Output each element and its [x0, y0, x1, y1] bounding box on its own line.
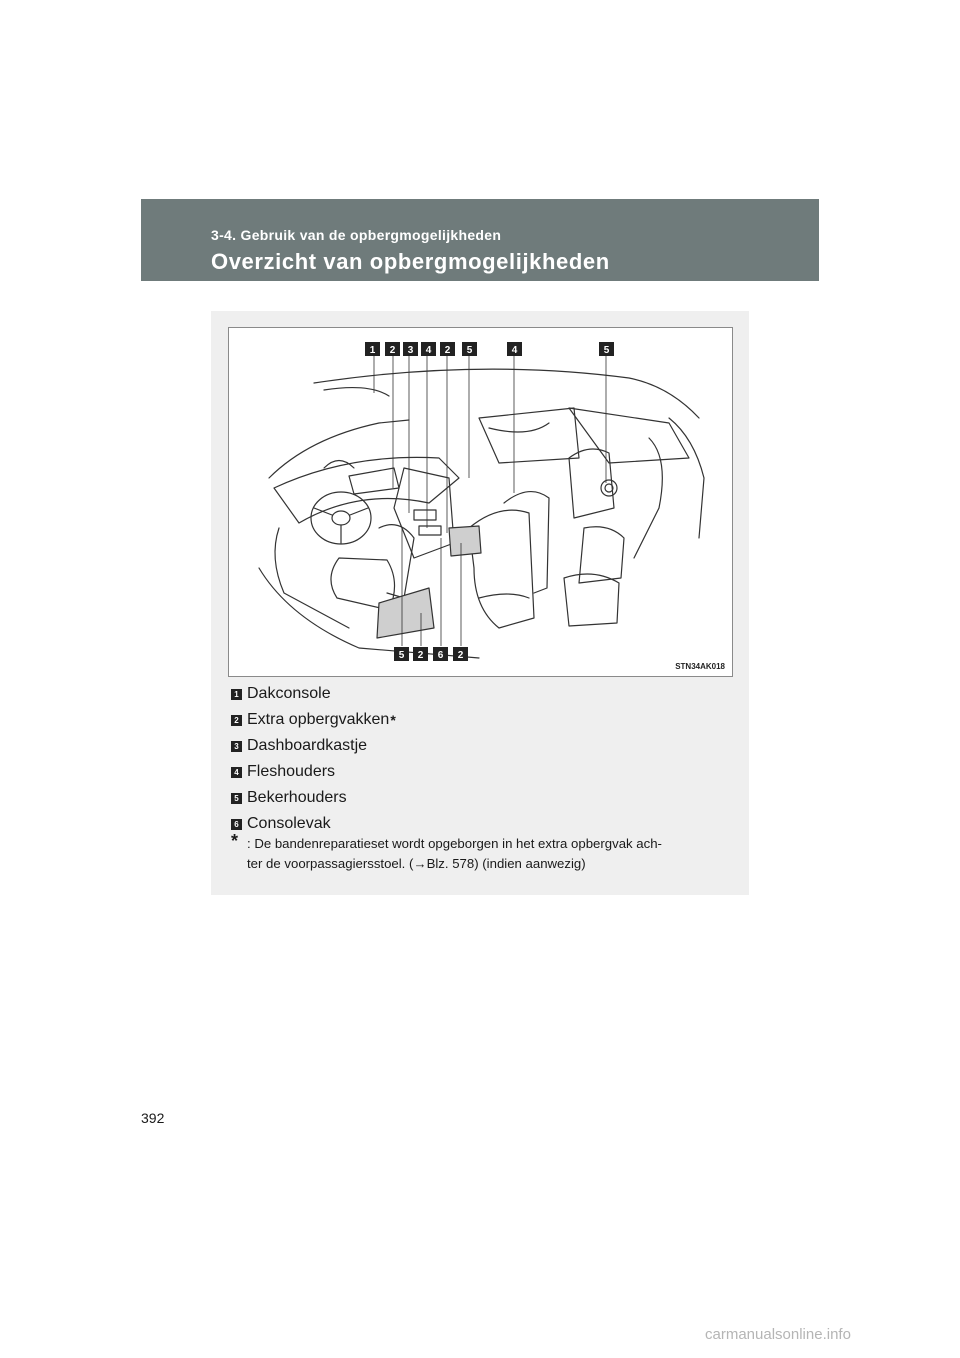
rear-storage	[449, 526, 481, 556]
roof-outline	[314, 369, 699, 418]
car-interior-drawing	[229, 328, 733, 677]
callout-label: 4	[511, 345, 518, 356]
callout-label: 6	[437, 650, 444, 661]
cargo-area	[569, 408, 689, 463]
callout-label: 2	[389, 345, 396, 356]
interior-illustration	[228, 327, 733, 677]
callout-label: 3	[407, 345, 414, 356]
callout-label: 1	[369, 345, 376, 356]
item-label: Bekerhouders	[247, 789, 347, 806]
list-item	[231, 681, 396, 707]
callout-label: 5	[466, 345, 473, 356]
figure-code: STN34AK018	[675, 662, 725, 671]
item-label: Consolevak	[247, 815, 331, 832]
top-callouts	[365, 342, 614, 356]
rear-seat-back	[569, 449, 614, 518]
rear-window	[479, 408, 579, 463]
list-item	[231, 733, 396, 759]
floor-storage	[377, 588, 434, 638]
callout-label: 4	[425, 345, 432, 356]
footnote-line-2: ter de voorpassagiersstoel. (→Blz. 578) (indien aanwezig)	[247, 856, 586, 871]
cup-holder-rear	[601, 480, 617, 496]
item-number-badge: 5	[231, 793, 242, 804]
item-number-badge: 1	[231, 689, 242, 700]
item-footnote-mark: *	[390, 712, 396, 728]
item-number-badge: 2	[231, 715, 242, 726]
door-outline	[275, 528, 349, 628]
item-label: Dashboardkastje	[247, 737, 368, 754]
item-label: Fleshouders	[247, 763, 336, 780]
dashboard	[274, 457, 459, 523]
section-title: 3-4. Gebruik van de opbergmogelijkheden	[211, 227, 502, 243]
item-number-badge: 6	[231, 819, 242, 830]
callout-label: 2	[444, 345, 451, 356]
callout-label: 2	[457, 650, 464, 661]
callout-label: 2	[417, 650, 424, 661]
footnote-marker: *	[231, 831, 239, 851]
watermark: carmanualsonline.info	[705, 1326, 851, 1343]
page-title: Overzicht van opbergmogelijkheden	[211, 249, 610, 274]
list-item	[231, 707, 396, 733]
storage-list	[231, 681, 396, 837]
callout-label: 5	[603, 345, 610, 356]
item-number-badge: 3	[231, 741, 242, 752]
item-label: Dakconsole	[247, 685, 331, 702]
list-item	[231, 759, 396, 785]
page-number: 392	[141, 1110, 165, 1126]
footnote	[231, 831, 731, 874]
section-header	[141, 199, 819, 281]
callout-label: 5	[398, 650, 405, 661]
footnote-line-1: : De bandenreparatieset wordt opgeborgen in het extra opbergvak ach-	[247, 836, 662, 851]
list-item	[231, 785, 396, 811]
item-number-badge: 4	[231, 767, 242, 778]
item-label: Extra opbergvakken	[247, 711, 390, 728]
center-console	[394, 468, 454, 558]
